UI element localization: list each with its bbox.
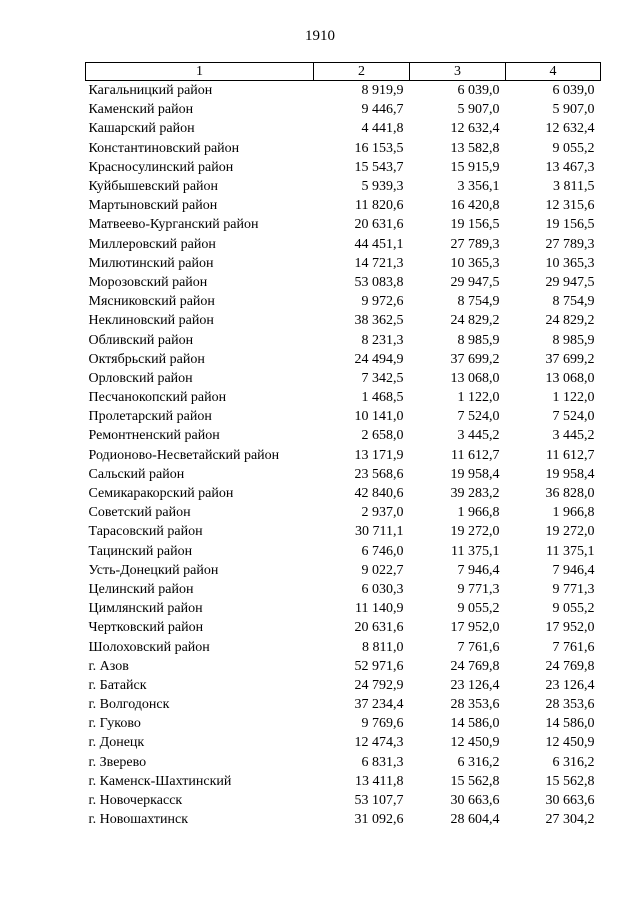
district-name: г. Волгодонск [88, 697, 170, 713]
district-name: Матвеево-Курганский район [88, 217, 259, 233]
value-col-4: 9 771,3 [552, 581, 595, 597]
table-row [86, 772, 601, 791]
value-col-2: 37 234,4 [354, 697, 404, 713]
table-row [86, 196, 601, 215]
value-col-4: 8 985,9 [552, 332, 595, 348]
value-col-4: 7 946,4 [552, 562, 595, 578]
value-col-3: 8 985,9 [457, 332, 500, 348]
value-col-3: 15 915,9 [450, 159, 500, 175]
value-col-2: 16 153,5 [354, 140, 404, 156]
table-row [86, 637, 601, 656]
district-name: г. Батайск [88, 677, 147, 693]
district-name: Морозовский район [88, 274, 208, 290]
table-row [86, 100, 601, 119]
district-name: Неклиновский район [88, 313, 214, 329]
value-col-4: 6 316,2 [552, 754, 595, 770]
value-col-2: 4 441,8 [361, 121, 404, 137]
district-name: Советский район [88, 505, 191, 521]
table-row [86, 350, 601, 369]
value-col-3: 19 958,4 [450, 466, 500, 482]
value-col-4: 12 315,6 [545, 198, 595, 214]
value-col-2: 30 711,1 [355, 524, 404, 540]
value-col-3: 28 353,6 [450, 697, 500, 713]
district-name: Каменский район [88, 102, 194, 118]
value-col-2: 12 474,3 [354, 735, 404, 751]
district-name: Обливский район [88, 332, 194, 348]
district-name: Тарасовский район [88, 524, 203, 540]
value-col-2: 52 971,6 [354, 658, 404, 674]
table-body [86, 81, 601, 830]
district-name: Песчанокопский район [88, 390, 227, 406]
value-col-4: 11 612,7 [546, 447, 595, 463]
value-col-4: 3 811,5 [553, 179, 595, 195]
table-row [86, 254, 601, 273]
value-col-4: 36 828,0 [545, 486, 595, 502]
value-col-4: 13 068,0 [545, 370, 595, 386]
table-row [86, 580, 601, 599]
table-row [86, 657, 601, 676]
value-col-3: 5 907,0 [457, 102, 500, 118]
district-name: Чертковский район [88, 620, 204, 636]
value-col-2: 7 342,5 [361, 370, 404, 386]
value-col-2: 53 083,8 [354, 274, 404, 290]
district-name: Орловский район [88, 370, 193, 386]
table-row [86, 311, 601, 330]
value-col-3: 28 604,4 [450, 812, 500, 828]
value-col-4: 37 699,2 [545, 351, 595, 367]
value-col-2: 13 411,8 [355, 773, 404, 789]
value-col-4: 9 055,2 [552, 140, 595, 156]
value-col-2: 8 811,0 [362, 639, 404, 655]
table-row [86, 158, 601, 177]
table-row [86, 599, 601, 618]
value-col-3: 19 272,0 [450, 524, 500, 540]
district-name: Тацинский район [88, 543, 193, 559]
value-col-2: 23 568,6 [354, 466, 404, 482]
table-row [86, 407, 601, 426]
value-col-3: 3 445,2 [457, 428, 500, 444]
district-name: г. Новочеркасск [88, 793, 183, 809]
value-col-2: 8 231,3 [361, 332, 404, 348]
value-col-2: 38 362,5 [354, 313, 404, 329]
value-col-2: 1 468,5 [361, 390, 404, 406]
value-col-4: 15 562,8 [545, 773, 595, 789]
district-name: Целинский район [88, 581, 194, 597]
table-row [86, 215, 601, 234]
district-name: г. Азов [88, 658, 129, 674]
table-header-row [86, 63, 601, 81]
district-name: г. Каменск-Шахтинский [88, 773, 232, 789]
value-col-4: 8 754,9 [552, 294, 595, 310]
table-row [86, 426, 601, 445]
value-col-3: 39 283,2 [450, 486, 500, 502]
value-col-4: 10 365,3 [545, 255, 595, 271]
value-col-4: 1 966,8 [552, 505, 595, 521]
value-col-3: 37 699,2 [450, 351, 500, 367]
value-col-2: 2 937,0 [361, 505, 404, 521]
value-col-4: 7 761,6 [552, 639, 595, 655]
table-row [86, 542, 601, 561]
value-col-4: 28 353,6 [545, 697, 595, 713]
value-col-3: 17 952,0 [450, 620, 500, 636]
table-row [86, 676, 601, 695]
value-col-4: 19 958,4 [545, 466, 595, 482]
district-name: Куйбышевский район [88, 179, 219, 195]
value-col-4: 29 947,5 [545, 274, 595, 290]
value-col-4: 12 450,9 [545, 735, 595, 751]
value-col-3: 7 524,0 [457, 409, 500, 425]
value-col-2: 14 721,3 [354, 255, 404, 271]
value-col-4: 14 586,0 [545, 716, 595, 732]
district-name: г. Зверево [88, 754, 147, 770]
value-col-3: 24 829,2 [450, 313, 500, 329]
value-col-4: 30 663,6 [545, 793, 595, 809]
table-row [86, 177, 601, 196]
table-row [86, 388, 601, 407]
district-name: г. Новошахтинск [88, 812, 189, 828]
district-name: Мясниковский район [88, 294, 215, 310]
value-col-2: 20 631,6 [354, 620, 404, 636]
value-col-2: 2 658,0 [361, 428, 404, 444]
value-col-4: 11 375,1 [546, 543, 595, 559]
value-col-3: 19 156,5 [450, 217, 500, 233]
value-col-3: 23 126,4 [450, 677, 500, 693]
value-col-2: 11 140,9 [355, 601, 404, 617]
value-col-3: 13 068,0 [450, 370, 500, 386]
page-number: 1910 [305, 28, 335, 44]
table-header [86, 63, 601, 81]
table-row [86, 446, 601, 465]
value-col-3: 13 582,8 [450, 140, 500, 156]
district-name: Кашарский район [88, 121, 195, 137]
column-header-1: 1 [86, 63, 314, 81]
table-row [86, 273, 601, 292]
value-col-2: 42 840,6 [354, 486, 404, 502]
table-row [86, 484, 601, 503]
table-row [86, 733, 601, 752]
value-col-3: 12 450,9 [450, 735, 500, 751]
value-col-3: 3 356,1 [457, 179, 500, 195]
district-name: Милютинский район [88, 255, 214, 271]
value-col-3: 15 562,8 [450, 773, 500, 789]
value-col-3: 30 663,6 [450, 793, 500, 809]
value-col-2: 9 022,7 [361, 562, 404, 578]
value-col-2: 15 543,7 [354, 159, 404, 175]
district-name: Шолоховский район [88, 639, 210, 655]
table-row [86, 465, 601, 484]
district-name: Семикаракорский район [88, 486, 234, 502]
value-col-3: 8 754,9 [457, 294, 500, 310]
value-col-4: 17 952,0 [545, 620, 595, 636]
table-row [86, 330, 601, 349]
table-row [86, 791, 601, 810]
value-col-3: 29 947,5 [450, 274, 500, 290]
column-header-4: 4 [506, 63, 601, 81]
value-col-2: 9 972,6 [361, 294, 404, 310]
value-col-2: 9 446,7 [361, 102, 404, 118]
value-col-3: 24 769,8 [450, 658, 500, 674]
district-name: г. Донецк [88, 735, 145, 751]
value-col-2: 6 831,3 [361, 754, 404, 770]
value-col-2: 6 030,3 [361, 581, 404, 597]
value-col-3: 14 586,0 [450, 716, 500, 732]
value-col-4: 7 524,0 [552, 409, 595, 425]
district-name: Сальский район [88, 466, 185, 482]
table-row [86, 714, 601, 733]
value-col-4: 23 126,4 [545, 677, 595, 693]
value-col-3: 7 761,6 [457, 639, 500, 655]
value-col-3: 11 375,1 [451, 543, 500, 559]
value-col-2: 44 451,1 [354, 236, 404, 252]
value-col-2: 24 792,9 [354, 677, 404, 693]
district-name: Мартыновский район [88, 198, 218, 214]
value-col-4: 3 445,2 [552, 428, 595, 444]
value-col-2: 20 631,6 [354, 217, 404, 233]
data-table [85, 62, 601, 829]
table-row [86, 139, 601, 158]
value-col-3: 9 055,2 [457, 601, 500, 617]
value-col-3: 7 946,4 [457, 562, 500, 578]
table-row [86, 119, 601, 138]
value-col-2: 6 746,0 [361, 543, 404, 559]
value-col-3: 6 316,2 [457, 754, 500, 770]
value-col-2: 13 171,9 [354, 447, 404, 463]
table-row [86, 618, 601, 637]
value-col-2: 8 919,9 [361, 83, 404, 99]
column-header-3: 3 [410, 63, 506, 81]
value-col-3: 6 039,0 [457, 83, 500, 99]
value-col-3: 16 420,8 [450, 198, 500, 214]
value-col-2: 11 820,6 [355, 198, 404, 214]
table-row [86, 503, 601, 522]
table-row [86, 235, 601, 254]
district-name: Пролетарский район [88, 409, 212, 425]
district-name: Кагальницкий район [88, 83, 213, 99]
value-col-4: 27 304,2 [545, 812, 595, 828]
value-col-2: 5 939,3 [361, 179, 404, 195]
table-row [86, 695, 601, 714]
table-row [86, 81, 601, 101]
value-col-4: 24 829,2 [545, 313, 595, 329]
value-col-3: 10 365,3 [450, 255, 500, 271]
value-col-4: 12 632,4 [545, 121, 595, 137]
value-col-4: 13 467,3 [545, 159, 595, 175]
value-col-2: 53 107,7 [354, 793, 404, 809]
column-header-2: 2 [314, 63, 410, 81]
table-row [86, 810, 601, 829]
value-col-3: 12 632,4 [450, 121, 500, 137]
value-col-4: 1 122,0 [552, 390, 595, 406]
value-col-4: 27 789,3 [545, 236, 595, 252]
value-col-3: 27 789,3 [450, 236, 500, 252]
value-col-4: 24 769,8 [545, 658, 595, 674]
value-col-3: 9 771,3 [457, 581, 500, 597]
district-name: Ремонтненский район [88, 428, 220, 444]
table-row [86, 561, 601, 580]
district-name: Красносулинский район [88, 159, 234, 175]
table-row [86, 753, 601, 772]
value-col-2: 24 494,9 [354, 351, 404, 367]
value-col-3: 1 966,8 [457, 505, 500, 521]
value-col-4: 5 907,0 [552, 102, 595, 118]
value-col-2: 9 769,6 [361, 716, 404, 732]
district-name: Октябрьский район [88, 351, 205, 367]
district-name: Константиновский район [88, 140, 240, 156]
table-row [86, 369, 601, 388]
value-col-4: 9 055,2 [552, 601, 595, 617]
table-row [86, 522, 601, 541]
value-col-2: 31 092,6 [354, 812, 404, 828]
value-col-3: 1 122,0 [457, 390, 500, 406]
value-col-4: 19 156,5 [545, 217, 595, 233]
value-col-2: 10 141,0 [354, 409, 404, 425]
district-name: Родионово-Несветайский район [88, 447, 280, 463]
district-name: Миллеровский район [88, 236, 216, 252]
value-col-4: 19 272,0 [545, 524, 595, 540]
value-col-3: 11 612,7 [451, 447, 500, 463]
table-row [86, 292, 601, 311]
value-col-4: 6 039,0 [552, 83, 595, 99]
district-name: г. Гуково [88, 716, 141, 732]
district-name: Цимлянский район [88, 601, 203, 617]
district-name: Усть-Донецкий район [88, 562, 219, 578]
